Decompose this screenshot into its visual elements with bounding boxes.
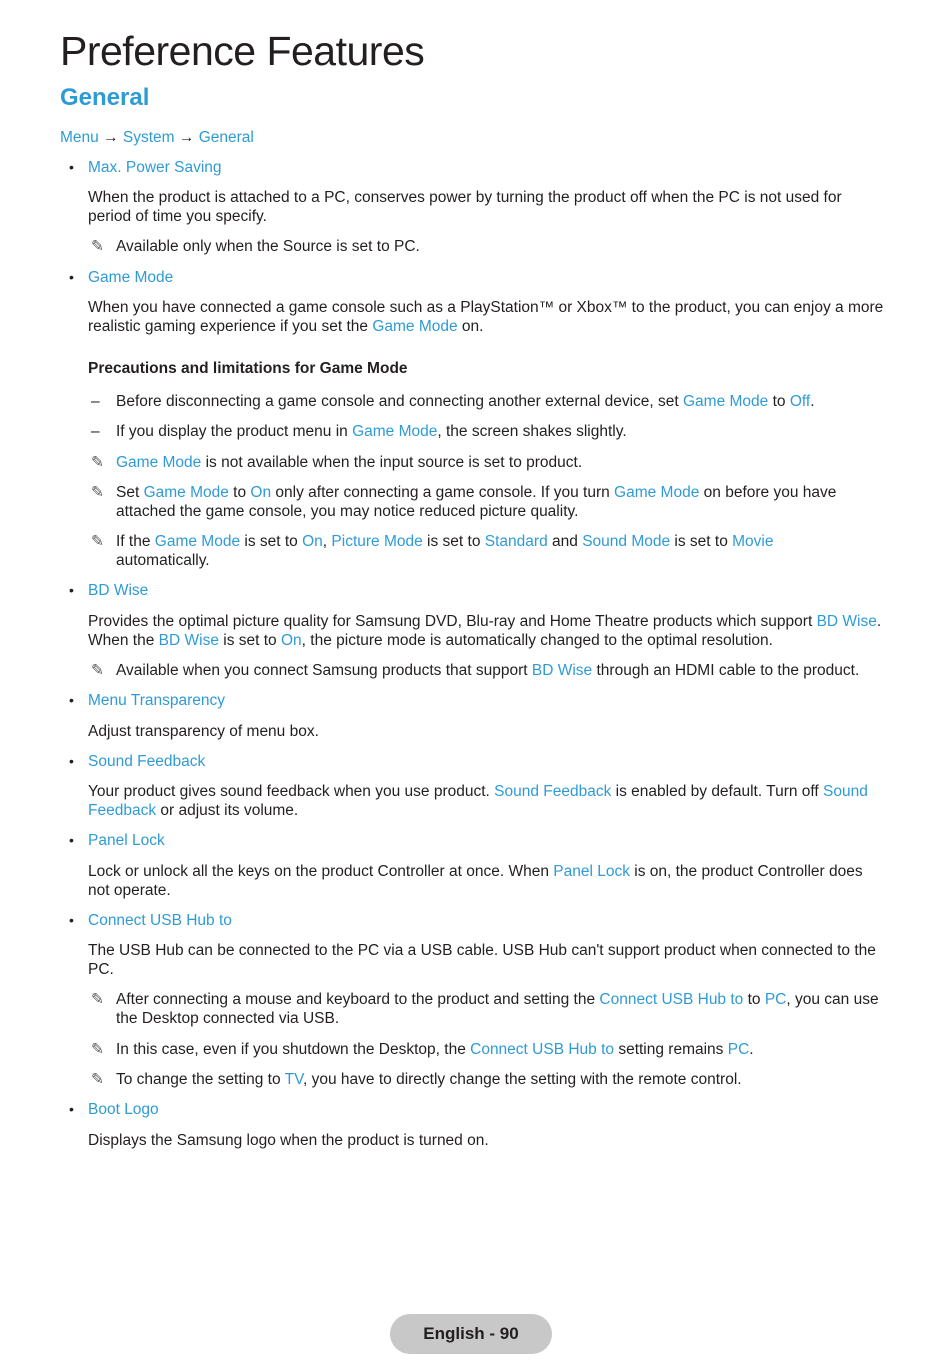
panel-lock-label: Panel Lock — [88, 832, 165, 849]
menu-transparency-label: Menu Transparency — [88, 692, 225, 709]
game-mode-note: Set Game Mode to On only after connecting a game console. If you turn Game Mode on before you have attached the game console, you may notice reduced picture quality. — [116, 484, 837, 520]
connect-usb-hub-note: To change the setting to TV, you have to directly change the setting with the remote control. — [116, 1071, 742, 1088]
arrow-icon: → — [178, 129, 195, 146]
section-title: General — [60, 84, 150, 111]
bullet-icon: • — [69, 1101, 74, 1117]
bullet-icon: • — [69, 753, 74, 769]
breadcrumb-general[interactable]: General — [198, 129, 254, 146]
note-icon: ✎ — [91, 238, 104, 255]
max-power-saving-note: Available only when the Source is set to PC. — [116, 238, 420, 255]
connect-usb-hub-note: In this case, even if you shutdown the Desktop, the Connect USB Hub to setting remains PC. — [116, 1041, 754, 1058]
bullet-icon: • — [69, 692, 74, 708]
game-mode-note: If the Game Mode is set to On, Picture Mode is set to Standard and Sound Mode is set to Movie automatically. — [116, 533, 774, 569]
note-icon: ✎ — [91, 1041, 104, 1058]
game-mode-label: Game Mode — [88, 269, 174, 286]
bd-wise-label: BD Wise — [88, 582, 149, 599]
max-power-saving-desc: When the product is attached to a PC, conserves power by turning the product off when the PC is not used for period of time you specify. — [88, 189, 842, 225]
page-number-badge: English - 90 — [390, 1314, 552, 1354]
precautions-title: Precautions and limitations for Game Mode — [88, 360, 408, 377]
connect-usb-hub-desc: The USB Hub can be connected to the PC via a USB cable. USB Hub can't support product when connected to the PC. — [88, 942, 876, 978]
precaution-item: Before disconnecting a game console and connecting another external device, set Game Mode to Off. — [116, 393, 815, 410]
menu-transparency-desc: Adjust transparency of menu box. — [88, 723, 319, 740]
bullet-icon: • — [69, 159, 74, 175]
bullet-icon: • — [69, 912, 74, 928]
bullet-icon: • — [69, 582, 74, 598]
bullet-icon: • — [69, 832, 74, 848]
page-title: Preference Features — [60, 28, 425, 74]
note-icon: ✎ — [91, 991, 104, 1008]
note-icon: ✎ — [91, 484, 104, 501]
precaution-item: If you display the product menu in Game Mode, the screen shakes slightly. — [116, 423, 627, 440]
boot-logo-desc: Displays the Samsung logo when the product is turned on. — [88, 1132, 489, 1149]
boot-logo-label: Boot Logo — [88, 1101, 159, 1118]
max-power-saving-label: Max. Power Saving — [88, 159, 222, 176]
dash-icon: – — [91, 393, 100, 410]
note-icon: ✎ — [91, 454, 104, 471]
breadcrumb-menu[interactable]: Menu — [60, 129, 99, 146]
bullet-icon: • — [69, 269, 74, 285]
game-mode-desc: When you have connected a game console such as a PlayStation™ or Xbox™ to the product, you can enjoy a more realistic gaming experience if you set the Game Mode on. — [88, 299, 884, 335]
arrow-icon: → — [103, 129, 119, 146]
breadcrumb-system[interactable]: System — [122, 129, 175, 146]
bd-wise-note: Available when you connect Samsung products that support BD Wise through an HDMI cable to the product. — [116, 662, 860, 679]
bd-wise-desc: Provides the optimal picture quality for Samsung DVD, Blu-ray and Home Theatre products which support BD Wise. When the BD Wise is set to On, the picture mode is automatically changed to the optimal resolution. — [88, 613, 882, 649]
sound-feedback-label: Sound Feedback — [88, 753, 206, 770]
note-icon: ✎ — [91, 662, 104, 679]
connect-usb-hub-note: After connecting a mouse and keyboard to the product and setting the Connect USB Hub to to PC, you can use the Desktop connected via USB. — [116, 991, 879, 1027]
panel-lock-desc: Lock or unlock all the keys on the product Controller at once. When Panel Lock is on, the product Controller does not operate. — [88, 863, 863, 899]
note-icon: ✎ — [91, 1071, 104, 1088]
connect-usb-hub-label: Connect USB Hub to — [88, 912, 232, 929]
breadcrumb — [60, 128, 254, 147]
game-mode-note: Game Mode is not available when the input source is set to product. — [116, 454, 583, 471]
note-icon: ✎ — [91, 533, 104, 550]
sound-feedback-desc: Your product gives sound feedback when you use product. Sound Feedback is enabled by default. Turn off Sound Feedback or adjust its volume. — [88, 783, 868, 819]
dash-icon: – — [91, 423, 100, 440]
